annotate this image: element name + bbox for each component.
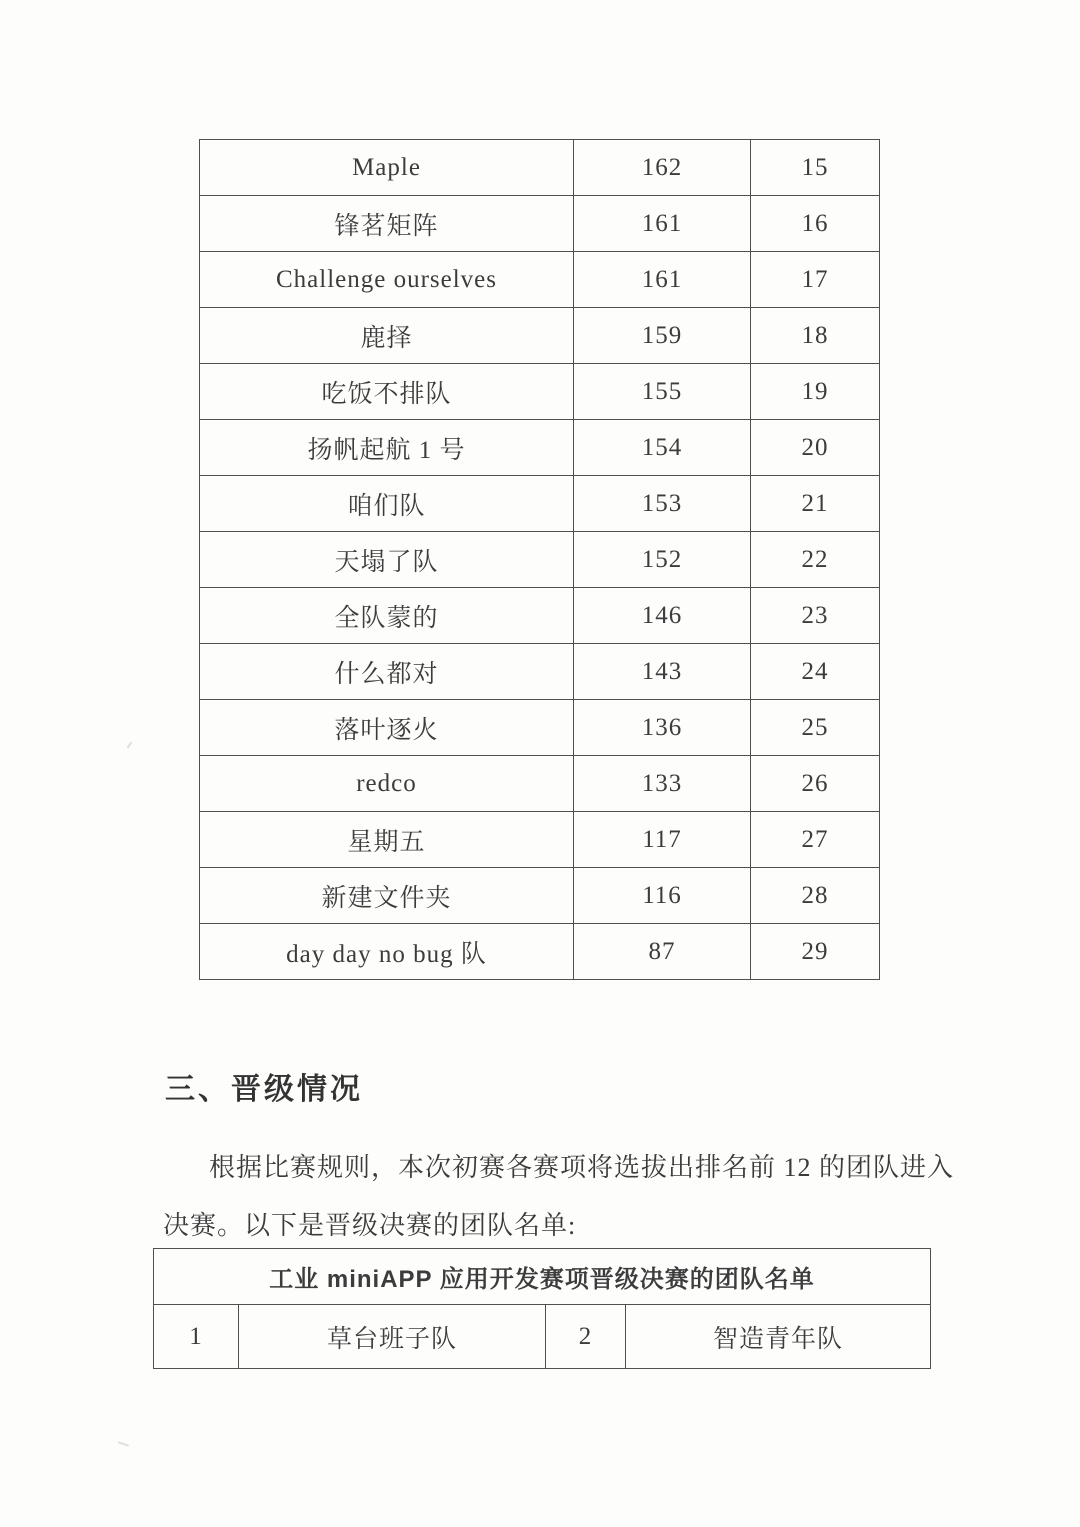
- rank-cell: 15: [751, 140, 880, 196]
- score-cell: 161: [574, 196, 751, 252]
- table-row: [154, 1249, 931, 1305]
- scan-artifact: [118, 1441, 129, 1446]
- team-name-cell: day day no bug 队: [200, 924, 574, 980]
- table-row: [200, 644, 880, 700]
- table-row: [200, 756, 880, 812]
- rank-cell: 22: [751, 532, 880, 588]
- team-name-cell: 锋茗矩阵: [200, 196, 574, 252]
- team-name-cell: 扬帆起航 1 号: [200, 420, 574, 476]
- score-cell: 159: [574, 308, 751, 364]
- scan-artifact: [127, 742, 133, 749]
- team-name-cell: 全队蒙的: [200, 588, 574, 644]
- score-cell: 116: [574, 868, 751, 924]
- team-name-cell: 草台班子队: [239, 1305, 546, 1369]
- rank-cell: 23: [751, 588, 880, 644]
- rank-cell: 17: [751, 252, 880, 308]
- team-name-cell: Maple: [200, 140, 574, 196]
- team-name-cell: 咱们队: [200, 476, 574, 532]
- rank-number-cell: 1: [154, 1305, 239, 1369]
- rank-cell: 27: [751, 812, 880, 868]
- table-row: [200, 364, 880, 420]
- table-row: [200, 924, 880, 980]
- promotion-table-title: 工业 miniAPP 应用开发赛项晋级决赛的团队名单: [154, 1249, 931, 1305]
- rank-number-cell: 2: [546, 1305, 626, 1369]
- score-cell: 152: [574, 532, 751, 588]
- paragraph-line-1: 根据比赛规则，本次初赛各赛项将选拔出排名前 12 的团队进入: [209, 1153, 955, 1182]
- score-cell: 143: [574, 644, 751, 700]
- team-name-cell: 星期五: [200, 812, 574, 868]
- team-name-cell: 什么都对: [200, 644, 574, 700]
- table-row: [154, 1305, 931, 1369]
- score-cell: 117: [574, 812, 751, 868]
- score-cell: 153: [574, 476, 751, 532]
- team-name-cell: redco: [200, 756, 574, 812]
- rank-cell: 18: [751, 308, 880, 364]
- promotion-table: [153, 1248, 931, 1369]
- score-cell: 154: [574, 420, 751, 476]
- table-row: [200, 252, 880, 308]
- team-name-cell: Challenge ourselves: [200, 252, 574, 308]
- rank-cell: 24: [751, 644, 880, 700]
- table-row: [200, 308, 880, 364]
- table-row: [200, 812, 880, 868]
- team-name-cell: 落叶逐火: [200, 700, 574, 756]
- score-cell: 87: [574, 924, 751, 980]
- rank-cell: 28: [751, 868, 880, 924]
- table-row: [200, 532, 880, 588]
- score-cell: 146: [574, 588, 751, 644]
- score-cell: 136: [574, 700, 751, 756]
- rank-cell: 19: [751, 364, 880, 420]
- score-cell: 155: [574, 364, 751, 420]
- rank-cell: 29: [751, 924, 880, 980]
- score-cell: 133: [574, 756, 751, 812]
- table-row: [200, 140, 880, 196]
- table-row: [200, 420, 880, 476]
- score-cell: 161: [574, 252, 751, 308]
- rank-cell: 20: [751, 420, 880, 476]
- team-name-cell: 鹿择: [200, 308, 574, 364]
- paragraph-line-2: 决赛。以下是晋级决赛的团队名单:: [163, 1211, 577, 1240]
- score-table: [199, 139, 880, 980]
- team-name-cell: 天塌了队: [200, 532, 574, 588]
- rank-cell: 26: [751, 756, 880, 812]
- rank-cell: 16: [751, 196, 880, 252]
- team-name-cell: 新建文件夹: [200, 868, 574, 924]
- score-cell: 162: [574, 140, 751, 196]
- rank-cell: 21: [751, 476, 880, 532]
- table-row: [200, 476, 880, 532]
- table-row: [200, 700, 880, 756]
- section-heading: 三、晋级情况: [165, 1073, 363, 1106]
- team-name-cell: 智造青年队: [626, 1305, 931, 1369]
- table-row: [200, 868, 880, 924]
- table-row: [200, 196, 880, 252]
- team-name-cell: 吃饭不排队: [200, 364, 574, 420]
- table-row: [200, 588, 880, 644]
- rank-cell: 25: [751, 700, 880, 756]
